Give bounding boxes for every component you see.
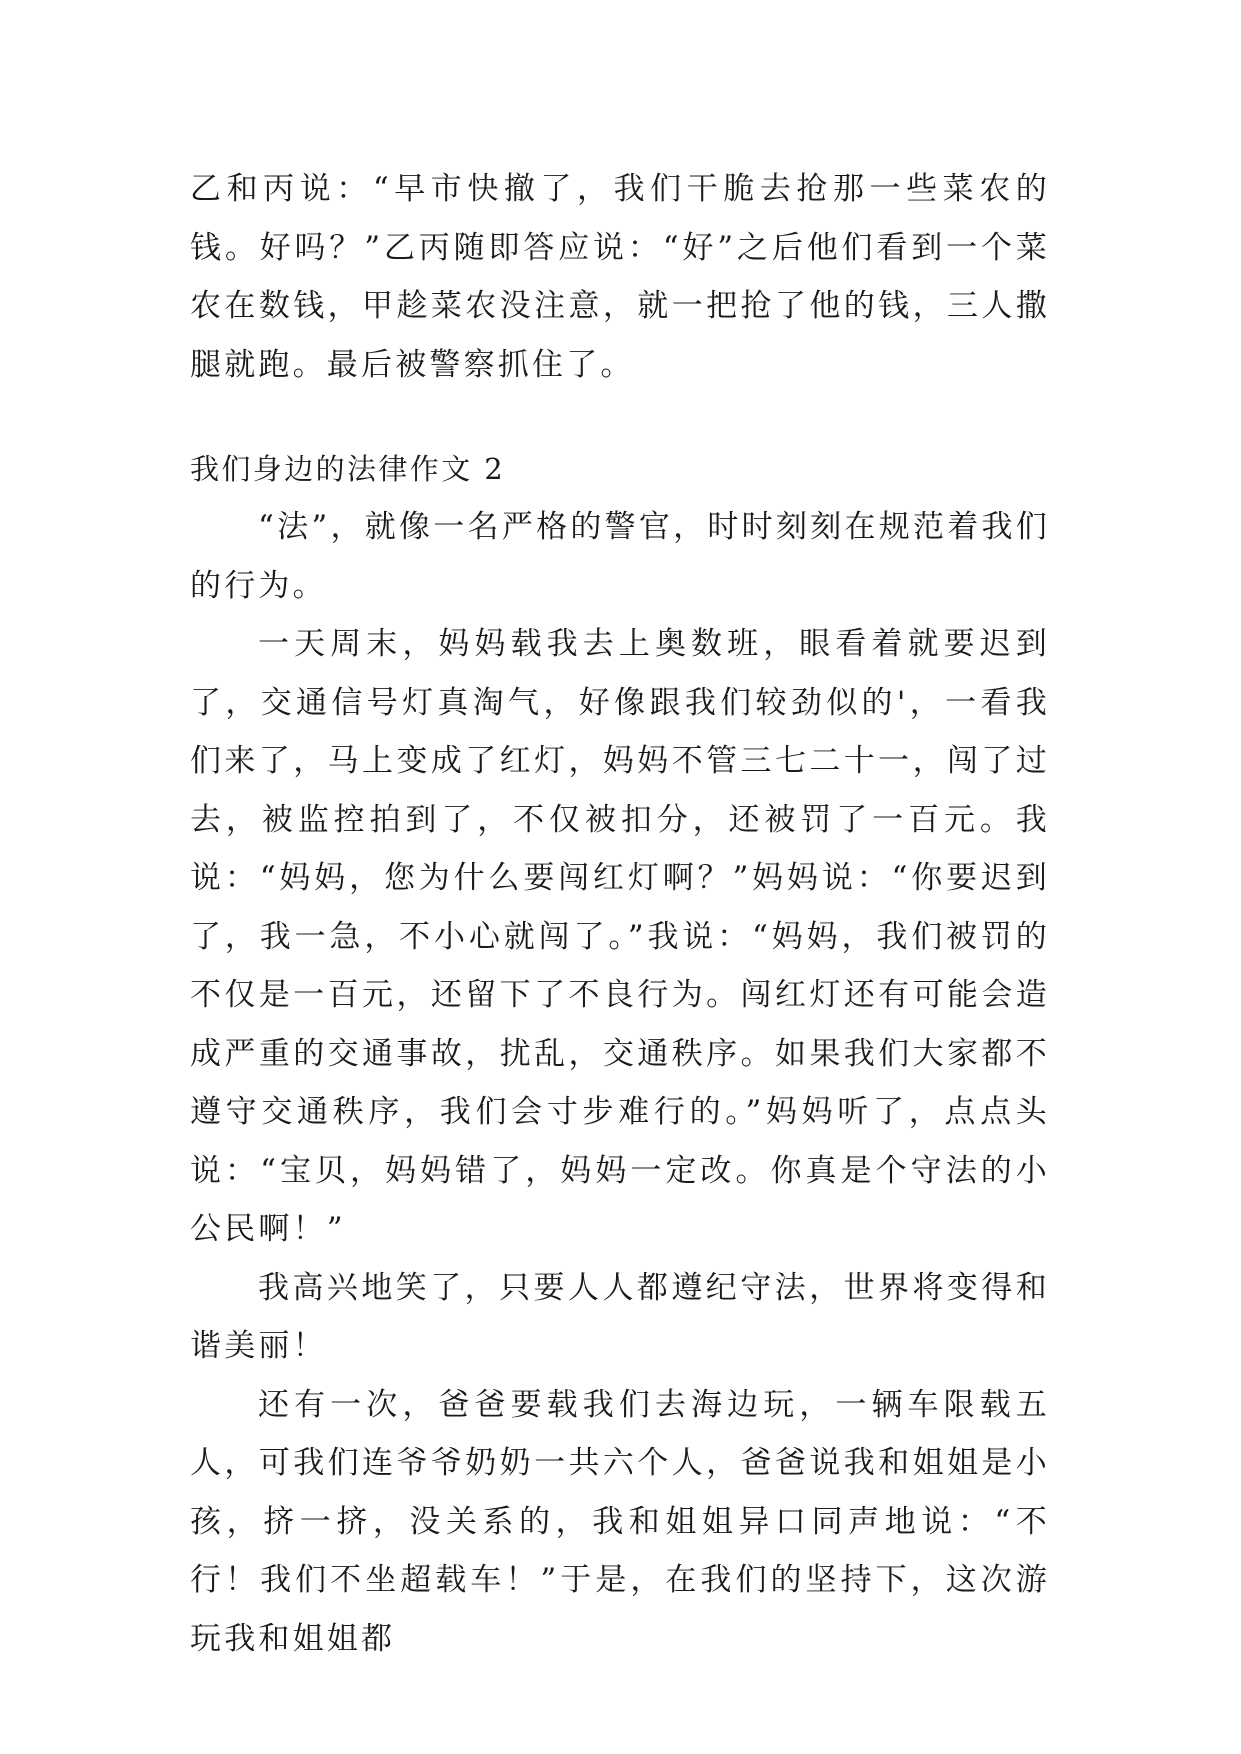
essay-paragraph-4: 还有一次，爸爸要载我们去海边玩，一辆车限载五人，可我们连爷爷奶奶一共六个人，爸爸说我和姐姐是小孩，挤一挤，没关系的，我和姐姐异口同声地说：“不行！我们不坐超载车！”于是，在我们的坚持下，这次游玩我和姐姐都: [190, 1386, 1050, 1657]
section-spacer: [190, 394, 1050, 440]
essay-paragraph-1: “法”，就像一名严格的警官，时时刻刻在规范着我们的行为。: [190, 509, 1050, 604]
essay-paragraph-3: 我高兴地笑了，只要人人都遵纪守法，世界将变得和谐美丽！: [190, 1269, 1050, 1364]
essay-paragraph-2: 一天周末，妈妈载我去上奥数班，眼看着就要迟到了，交通信号灯真淘气，好像跟我们较劲似的'，一看我们来了，马上变成了红灯，妈妈不管三七二十一，闯了过去，被监控拍到了，不仅被扣分，还被罚了一百元。我说：“妈妈，您为什么要闯红灯啊？”妈妈说：“你要迟到了，我一急，不小心就闯了。”我说：“妈妈，我们被罚的不仅是一百元，还留下了不良行为。闯红灯还有可能会造成严重的交通事故，扰乱，交通秩序。如果我们大家都不遵守交通秩序，我们会寸步难行的。”妈妈听了，点点头说：“宝贝，妈妈错了，妈妈一定改。你真是个守法的小公民啊！”: [190, 626, 1050, 1247]
story-paragraph: 乙和丙说：“早市快撤了，我们干脆去抢那一些菜农的钱。好吗？”乙丙随即答应说：“好”之后他们看到一个菜农在数钱，甲趁菜农没注意，就一把抢了他的钱，三人撒腿就跑。最后被警察抓住了。: [190, 171, 1050, 383]
section-title: 我们身边的法律作文 2: [190, 452, 506, 486]
document-page: [190, 160, 1050, 1668]
